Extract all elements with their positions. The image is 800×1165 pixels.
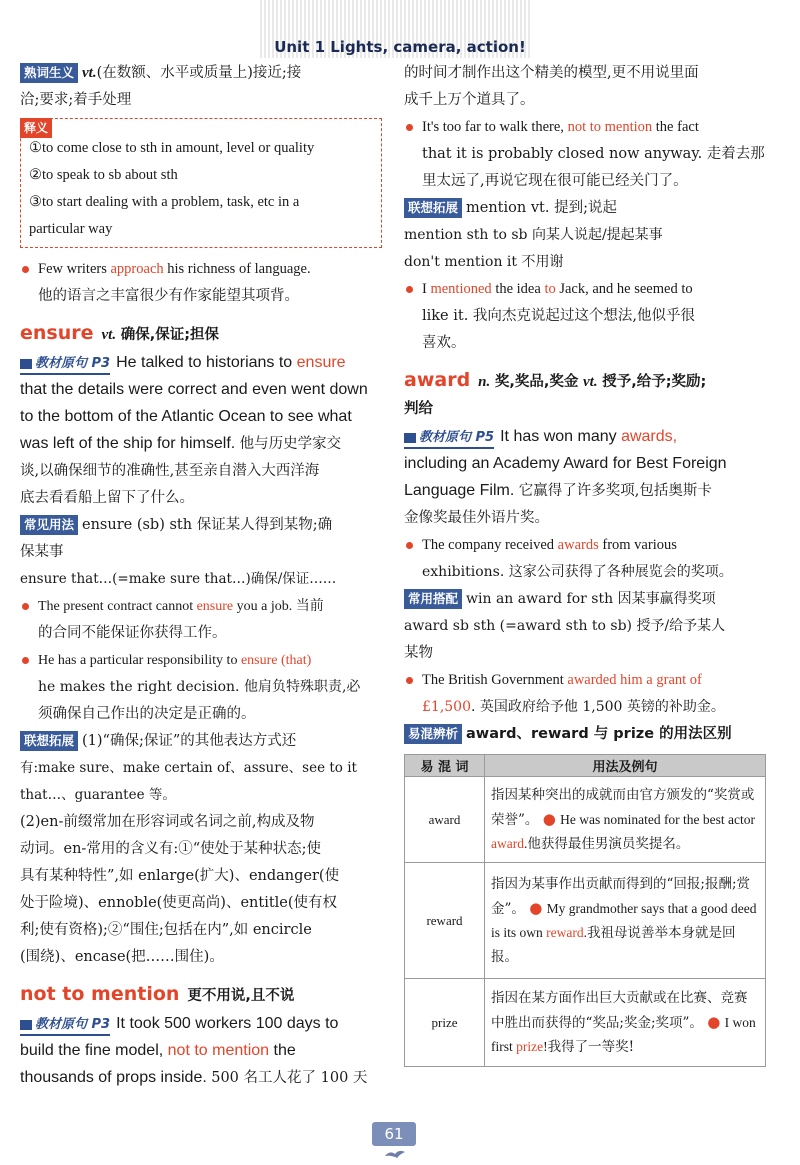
ensure-example-2: He has a particular responsibility to ensure (that) <box>20 647 382 674</box>
ensure-usage-l3: ensure that…(=make sure that…)确保/保证…… <box>20 571 337 587</box>
approach-meaning-ext: 熟词生义 vt.(在数额、水平或质量上)接近;接 <box>20 60 382 87</box>
table-header-word: 易 混 词 <box>405 755 485 777</box>
tag-usage: 常见用法 <box>20 515 78 535</box>
unit-title: Unit 1 Lights, camera, action! <box>274 38 526 56</box>
tag-extension: 联想拓展 <box>20 731 78 751</box>
ensure-ext-l5: 动词。en-常用的含义有:①“使处于某种状态;使 <box>20 841 322 857</box>
not-to-mention-heading: not to mention 更不用说,且不说 <box>20 983 295 1005</box>
bullet-icon: ● <box>542 810 556 828</box>
table-cell-usage: 指因在某方面作出巨大贡献或在比赛、竞赛中胜出而获得的“奖品;奖金;奖项”。 ● I won first prize!我得了一等奖! <box>485 979 766 1067</box>
award-colloc-l3: 某物 <box>404 645 433 661</box>
ensure-example-2-l3: 须确保自己作出的决定是正确的。 <box>38 706 256 722</box>
approach-example-cn: 他的语言之丰富很少有作家能望其项背。 <box>38 288 299 304</box>
tag-definition: 释义 <box>20 118 52 138</box>
ensure-ext-l7: 处于险境)、ennoble(使更高尚)、entitle(使有权 <box>20 895 338 911</box>
ensure-source-l3: to the bottom of the Atlantic Ocean to see what <box>20 408 352 425</box>
award-source-l4: 金像奖最佳外语片奖。 <box>404 510 549 526</box>
award-collocation: 常用搭配 win an award for sth 因某事赢得奖项 <box>404 586 766 613</box>
ensure-example-2-l2: he makes the right decision. 他肩负特殊职责,必 <box>38 679 361 695</box>
ensure-usage-l2: 保某事 <box>20 544 64 560</box>
definition-3-cont: particular way <box>29 221 113 237</box>
bullet-icon: ● <box>529 899 543 917</box>
right-column <box>404 60 766 1067</box>
ensure-ext-l6: 具有某种特性”,如 enlarge(扩大)、endanger(使 <box>20 868 340 884</box>
ensure-ext-l9: (围绕)、encase(把……围住)。 <box>20 949 224 965</box>
ntm-extension: 联想拓展 mention vt. 提到;说起 <box>404 195 766 222</box>
source-tag: 教材原句 P3 <box>20 355 110 375</box>
definition-2: ②to speak to sb about sth <box>29 167 178 183</box>
ensure-source-l2: that the details were correct and even went down <box>20 381 368 398</box>
ensure-extension: 联想拓展 (1)“确保;保证”的其他表达方式还 <box>20 728 382 755</box>
ntm-cont-l2: 成千上万个道具了。 <box>404 92 535 108</box>
table-header-usage: 用法及例句 <box>485 755 766 777</box>
ensure-ext-l8: 利;使有资格);②“围住;包括在内”,如 encircle <box>20 922 312 938</box>
table-row <box>405 863 766 979</box>
award-source-l2: including an Academy Award for Best Foreign <box>404 455 727 472</box>
ensure-ext-l3: that…、guarantee 等。 <box>20 787 176 803</box>
book-icon <box>404 433 416 443</box>
ntm-source-l3: thousands of props inside. 500 名工人花了 100 天 <box>20 1069 368 1086</box>
ensure-heading: ensure vt. 确保,保证;担保 <box>20 322 220 344</box>
ntm-example-l2: that it is probably closed now anyway. 走着去那 <box>422 146 765 162</box>
ntm-example-l3: 里太远了,再说它现在很可能已经关门了。 <box>422 173 688 189</box>
definition-3: ③to start dealing with a problem, task, etc in a <box>29 194 300 210</box>
ensure-usage: 常见用法 ensure (sb) sth 保证某人得到某物;确 <box>20 512 382 539</box>
ntm-example-2-l2: like it. 我向杰克说起过这个想法,他似乎很 <box>422 308 696 324</box>
ntm-source: 教材原句 P3 It took 500 workers 100 days to <box>20 1010 382 1037</box>
book-icon <box>20 1020 32 1030</box>
table-cell-word: award <box>405 777 485 863</box>
table-row <box>405 777 766 863</box>
ensure-source: 教材原句 P3 He talked to historians to ensure <box>20 349 382 376</box>
award-colloc-l2: award sb sth (=award sth to sb) 授予/给予某人 <box>404 618 726 634</box>
award-source-l3: Language Film. 它赢得了许多奖项,包括奥斯卡 <box>404 482 712 499</box>
bullet-icon: ● <box>707 1013 721 1031</box>
award-example-1-l2: exhibitions. 这家公司获得了各种展览会的奖项。 <box>422 564 733 580</box>
tag-meaning-ext: 熟词生义 <box>20 63 78 83</box>
table-cell-word: reward <box>405 863 485 979</box>
award-heading-l2: 判给 <box>404 401 433 417</box>
book-icon <box>20 359 32 369</box>
table-cell-usage: 指因为某事作出贡献而得到的“回报;报酬;赏金”。 ● My grandmother says that a good deed is its own reward.我祖母说善举本身就是回报。 <box>485 863 766 979</box>
ensure-example-1-cn: 的合同不能保证你获得工作。 <box>38 625 227 641</box>
ntm-source-l2: build the fine model, not to mention the <box>20 1042 296 1059</box>
comparison-table <box>404 754 766 1067</box>
tag-confuse: 易混辨析 <box>404 724 462 744</box>
tag-collocation: 常用搭配 <box>404 589 462 609</box>
table-cell-usage: 指因某种突出的成就而由官方颁发的“奖赏或荣誉”。 ● He was nominated for the best actor award.他获得最佳男演员奖提名。 <box>485 777 766 863</box>
award-example-2-l2: £1,500. 英国政府给予他 1,500 英镑的补助金。 <box>422 699 725 715</box>
award-source: 教材原句 P5 It has won many awards, <box>404 423 766 450</box>
approach-example: Few writers approach his richness of language. <box>20 256 382 283</box>
table-header-row <box>405 755 766 777</box>
ensure-source-l5: 谈,以确保细节的准确性,甚至亲自潜入大西洋海 <box>20 463 320 479</box>
ensure-ext-l4: (2)en-前缀常加在形容词或名词之前,构成及物 <box>20 814 315 830</box>
bird-icon <box>384 1148 406 1160</box>
source-tag: 教材原句 P3 <box>20 1016 110 1036</box>
ntm-ext-l2: mention sth to sb 向某人说起/提起某事 <box>404 227 663 243</box>
ntm-cont-l1: 的时间才制作出这个精美的模型,更不用说里面 <box>404 65 699 81</box>
award-confuse: 易混辨析 award、reward 与 prize 的用法区别 <box>404 721 766 748</box>
ntm-example: It's too far to walk there, not to mention the fact <box>404 114 766 141</box>
award-example-1: The company received awards from various <box>404 532 766 559</box>
approach-meaning-ext-line2: 洽;要求;着手处理 <box>20 92 132 108</box>
ntm-example-2: I mentioned the idea to Jack, and he seemed to <box>404 276 766 303</box>
ensure-ext-l2: 有:make sure、make certain of、assure、see to it <box>20 760 357 776</box>
ntm-example-2-l3: 喜欢。 <box>422 335 466 351</box>
ntm-ext-l3: don't mention it 不用谢 <box>404 254 564 270</box>
ensure-example-1: The present contract cannot ensure you a job. 当前 <box>20 593 382 620</box>
ensure-source-l6: 底去看看船上留下了什么。 <box>20 490 194 506</box>
table-cell-word: prize <box>405 979 485 1067</box>
page-number: 61 <box>372 1122 416 1146</box>
left-column <box>20 60 382 1092</box>
definition-box <box>20 118 382 248</box>
source-tag: 教材原句 P5 <box>404 429 494 449</box>
award-example-2: The British Government awarded him a grant of <box>404 667 766 694</box>
definition-1: ①to come close to sth in amount, level or quality <box>29 140 315 156</box>
tag-extension: 联想拓展 <box>404 198 462 218</box>
table-row <box>405 979 766 1067</box>
ensure-source-l4: was left of the ship for himself. 他与历史学家交 <box>20 435 342 452</box>
award-heading: award n. 奖,奖品,奖金 vt. 授予,给予;奖励; <box>404 369 707 391</box>
